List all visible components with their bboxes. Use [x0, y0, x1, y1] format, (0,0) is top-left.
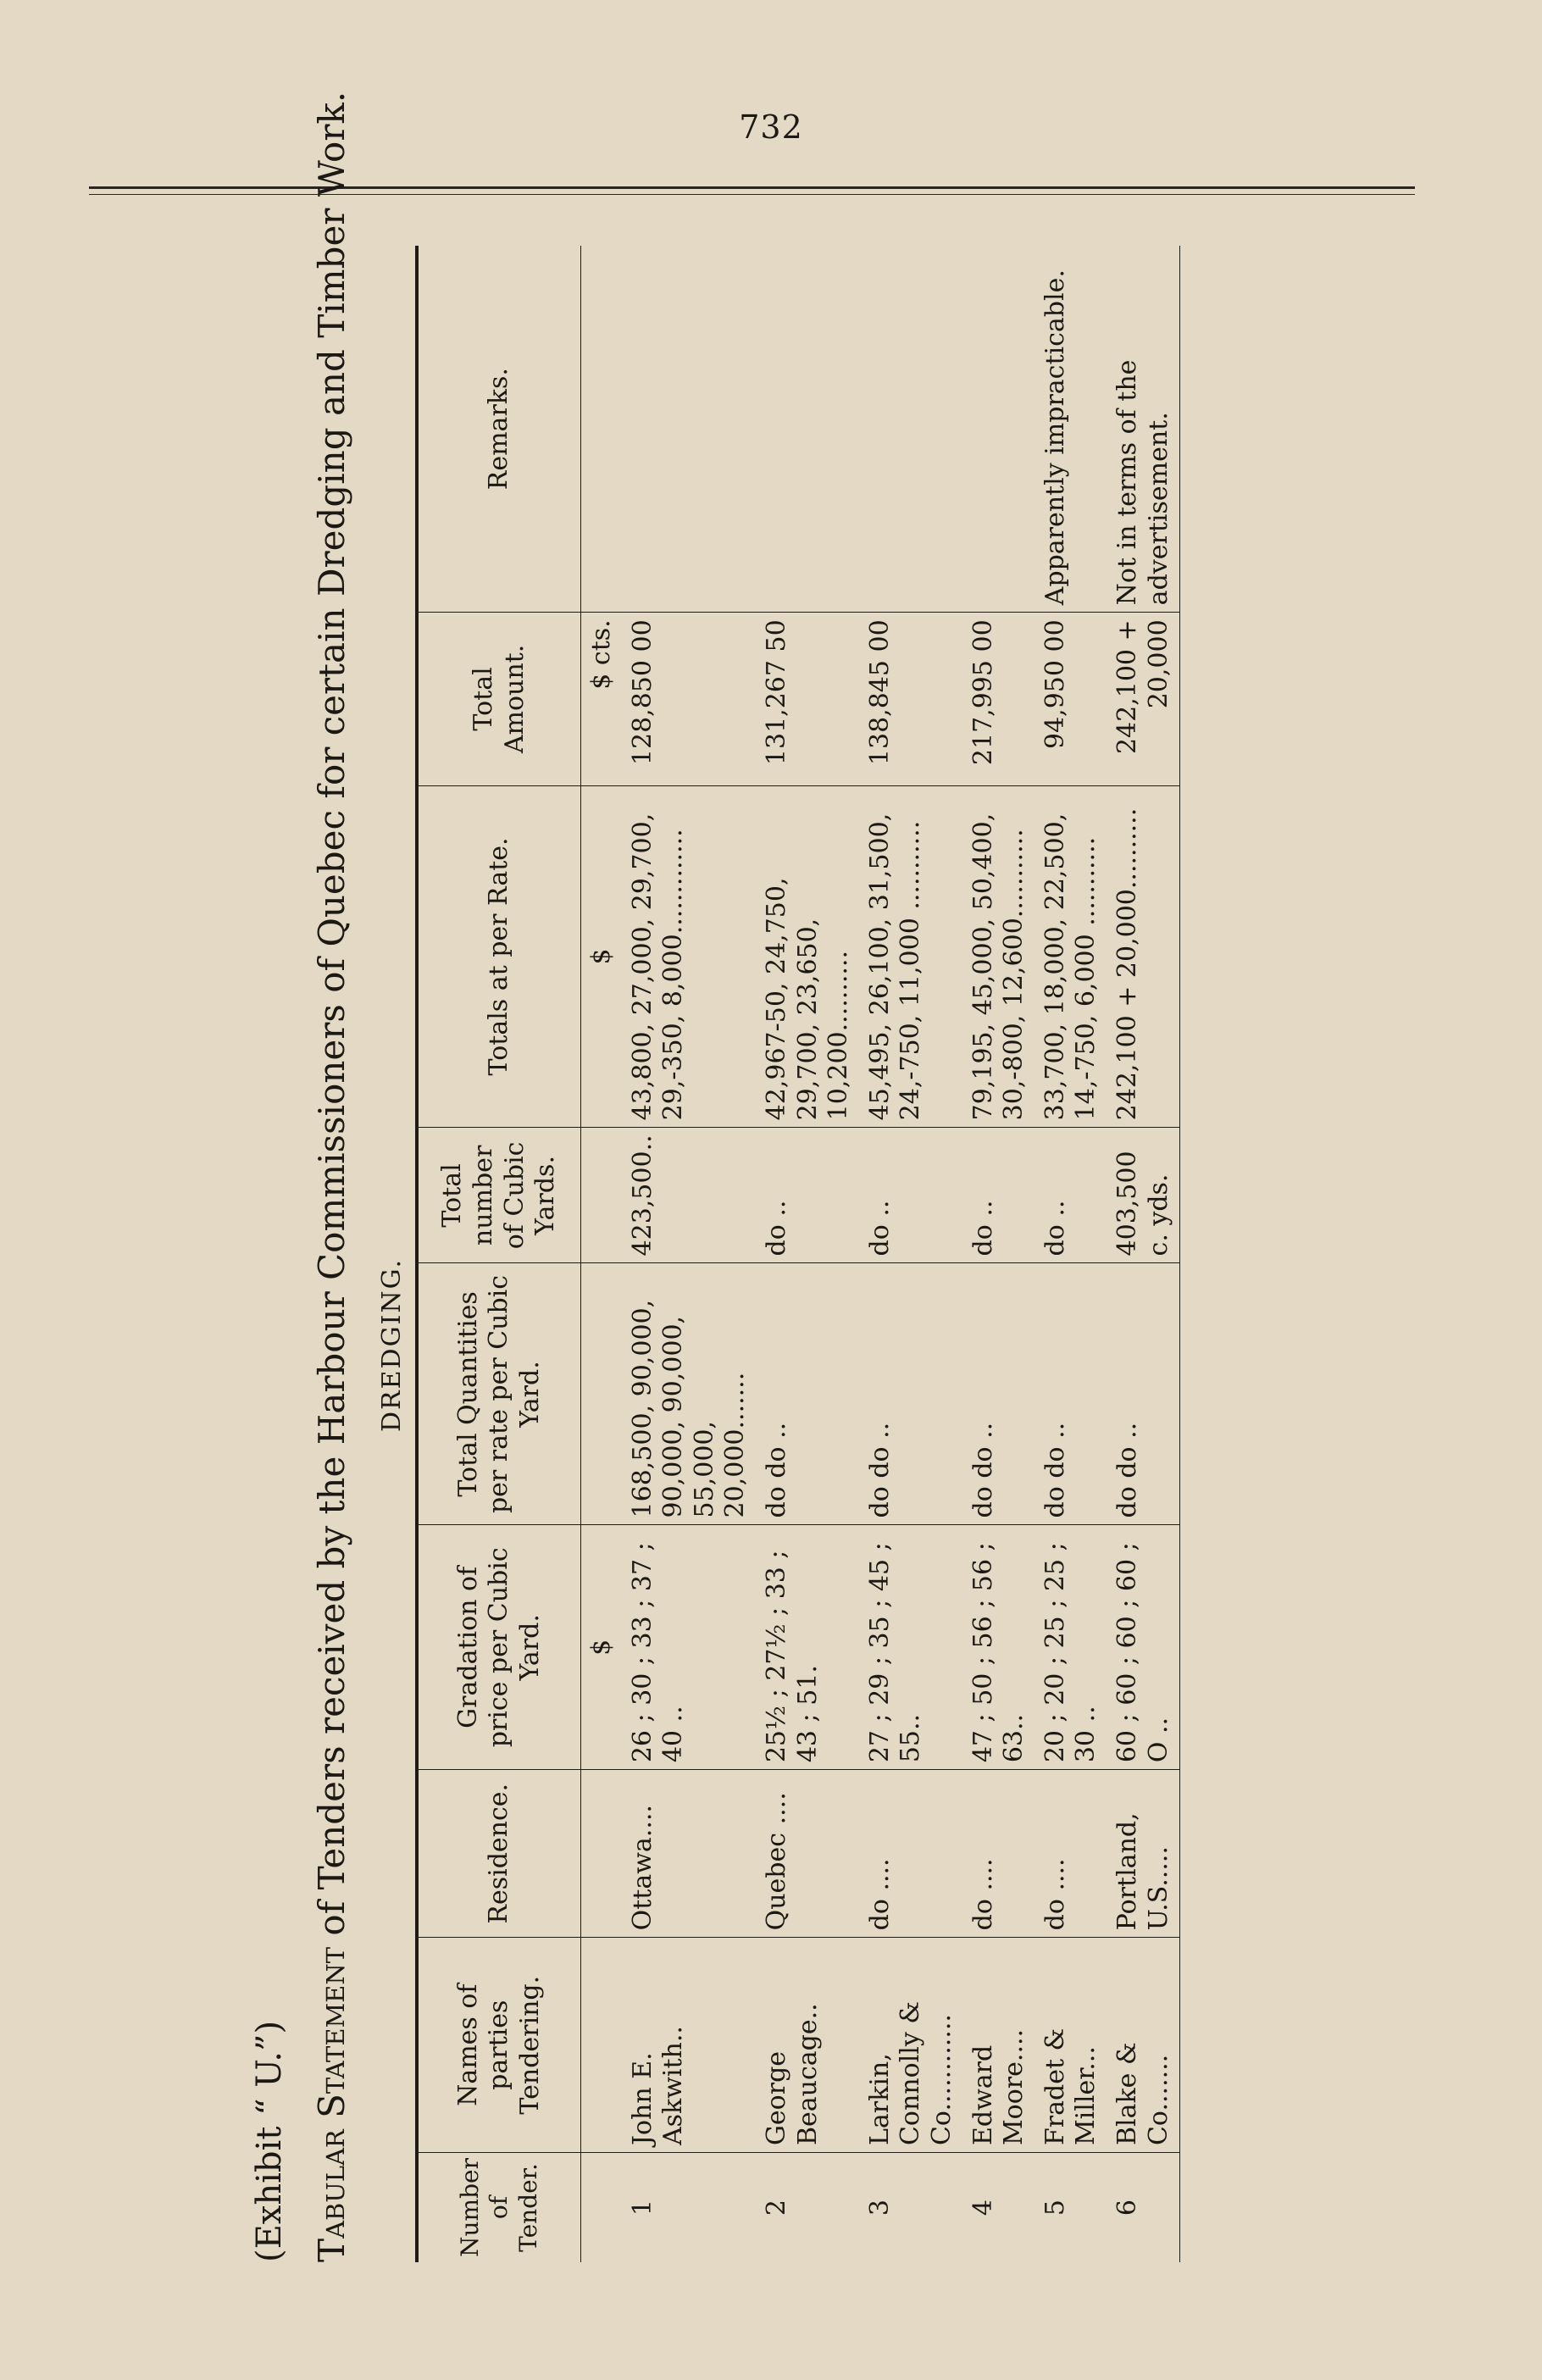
top-rule — [89, 186, 1415, 189]
cell-remarks: Not in terms of the advertisement. — [1107, 246, 1180, 613]
table-title — [311, 92, 352, 2262]
cell-quantities: do do .. — [963, 1263, 1035, 1525]
unit-total-amount: $ cts. — [581, 613, 623, 785]
cell-residence: do .... — [860, 1770, 963, 1938]
cell-names: Fradet & Miller... — [1035, 1938, 1107, 2153]
header-remarks: Remarks. — [417, 246, 581, 613]
cell-names: Larkin, Connolly & Co............ — [860, 1938, 963, 2153]
cell-total-amount: 242,100 + 20,000 — [1107, 613, 1180, 785]
cell-names: George Beaucage.. — [757, 1938, 860, 2153]
header-gradation: Gradation of price per Cubic Yard. — [417, 1525, 581, 1770]
cell-quantities: 168,500, 90,000, 90,000, 90,000, 55,000, 20,000....... — [623, 1263, 757, 1525]
cell-residence: Portland, U.S..... — [1107, 1770, 1180, 1938]
section-subtitle: DREDGING. — [377, 1257, 407, 1432]
unit-gradation: $ — [581, 1525, 623, 1770]
cell-residence: do .... — [1035, 1770, 1107, 1938]
header-quantities: Total Quantities per rate per Cubic Yard. — [417, 1263, 581, 1525]
cell-gradation: 26 ; 30 ; 33 ; 37 ; 40 .. — [623, 1525, 757, 1770]
table-row — [963, 246, 1035, 2262]
tenders-table — [415, 246, 1180, 2262]
header-names: Names of parties Tendering. — [417, 1938, 581, 2153]
cell-totals-rate: 43,800, 27,000, 29,700, 29,-350, 8,000............. — [623, 785, 757, 1128]
cell-remarks — [623, 246, 757, 613]
cell-total-number: do .. — [963, 1128, 1035, 1263]
cell-total-amount: 94,950 00 — [1035, 613, 1107, 785]
cell-quantities: do do .. — [1107, 1263, 1180, 1525]
cell-number: 3 — [864, 2199, 895, 2216]
cell-total-amount: 217,995 00 — [963, 613, 1035, 785]
cell-names: Blake & Co....... — [1107, 1938, 1180, 2153]
cell-residence: do .... — [963, 1770, 1035, 1938]
cell-residence: Ottawa.... — [623, 1770, 757, 1938]
table-row — [757, 246, 860, 2262]
header-totals-rate: Totals at per Rate. — [417, 785, 581, 1128]
table-row — [1035, 246, 1107, 2262]
cell-gradation: 60 ; 60 ; 60 ; 60 ; O .. — [1107, 1525, 1180, 1770]
cell-total-number: do .. — [757, 1128, 860, 1263]
cell-quantities: do do .. — [1035, 1263, 1107, 1525]
cell-number: 6 — [1107, 2153, 1180, 2262]
cell-quantities: do do .. — [860, 1263, 963, 1525]
cell-total-number: do .. — [860, 1128, 963, 1263]
cell-totals-rate: 42,967-50, 24,750, 29,700, 23,650, 10,200.......... — [757, 785, 860, 1128]
cell-gradation: 20 ; 20 ; 25 ; 25 ; 30 .. — [1035, 1525, 1107, 1770]
table-row — [860, 246, 963, 2262]
cell-number: 2 — [761, 2199, 791, 2216]
exhibit-label: (Exhibit “ U.”) — [250, 2020, 289, 2262]
cell-totals-rate: 33,700, 18,000, 22,500, 14,-750, 6,000 ........... — [1035, 785, 1107, 1128]
header-number: Number of Tender. — [417, 2153, 581, 2262]
top-rule-thin — [89, 194, 1415, 195]
cell-total-number: do .. — [1035, 1128, 1107, 1263]
cell-total-amount: 138,845 00 — [860, 613, 963, 785]
cell-remarks — [963, 246, 1035, 613]
cell-number: 1 — [627, 2199, 657, 2216]
cell-number: 4 — [968, 2199, 998, 2216]
cell-gradation: 25½ ; 27½ ; 33 ; 43 ; 51. — [757, 1525, 860, 1770]
page-number: 732 — [739, 108, 803, 146]
table-row — [1107, 246, 1180, 2262]
cell-totals-rate: 45,495, 26,100, 31,500, 24,-750, 11,000 ........... — [860, 785, 963, 1128]
unit-row — [581, 246, 623, 2262]
cell-residence: Quebec .... — [757, 1770, 860, 1938]
cell-total-number: 403,500 c. yds. — [1107, 1128, 1180, 1263]
header-row — [417, 246, 581, 2262]
header-total-amount: Total Amount. — [417, 613, 581, 785]
cell-names: Edward Moore.... — [963, 1938, 1035, 2153]
cell-total-number: 423,500.. — [623, 1128, 757, 1263]
cell-names: John E. Askwith.. — [623, 1938, 757, 2153]
cell-remarks: Apparently impracticable. — [1035, 246, 1107, 613]
title-prefix: Tabular Statement — [311, 1946, 352, 2262]
cell-totals-rate: 242,100 + 20,000.......... — [1107, 785, 1180, 1128]
cell-gradation: 27 ; 29 ; 35 ; 45 ; 55.. — [860, 1525, 963, 1770]
cell-number: 5 — [1040, 2199, 1070, 2216]
cell-total-amount: 131,267 50 — [757, 613, 860, 785]
header-residence: Residence. — [417, 1770, 581, 1938]
cell-remarks — [860, 246, 963, 613]
cell-quantities: do do .. — [757, 1263, 860, 1525]
cell-remarks — [757, 246, 860, 613]
cell-totals-rate: 79,195, 45,000, 50,400, 30,-800, 12,600........... — [963, 785, 1035, 1128]
unit-totals-rate: $ — [581, 785, 623, 1128]
cell-gradation: 47 ; 50 ; 56 ; 56 ; 63.. — [963, 1525, 1035, 1770]
title-rest: of Tenders received by the Harbour Commissioners of Quebec for certain Dredging and Timber Work. — [311, 91, 352, 1947]
cell-total-amount: 128,850 00 — [623, 613, 757, 785]
table-row — [623, 246, 757, 2262]
header-total-number: Total number of Cubic Yards. — [417, 1128, 581, 1263]
